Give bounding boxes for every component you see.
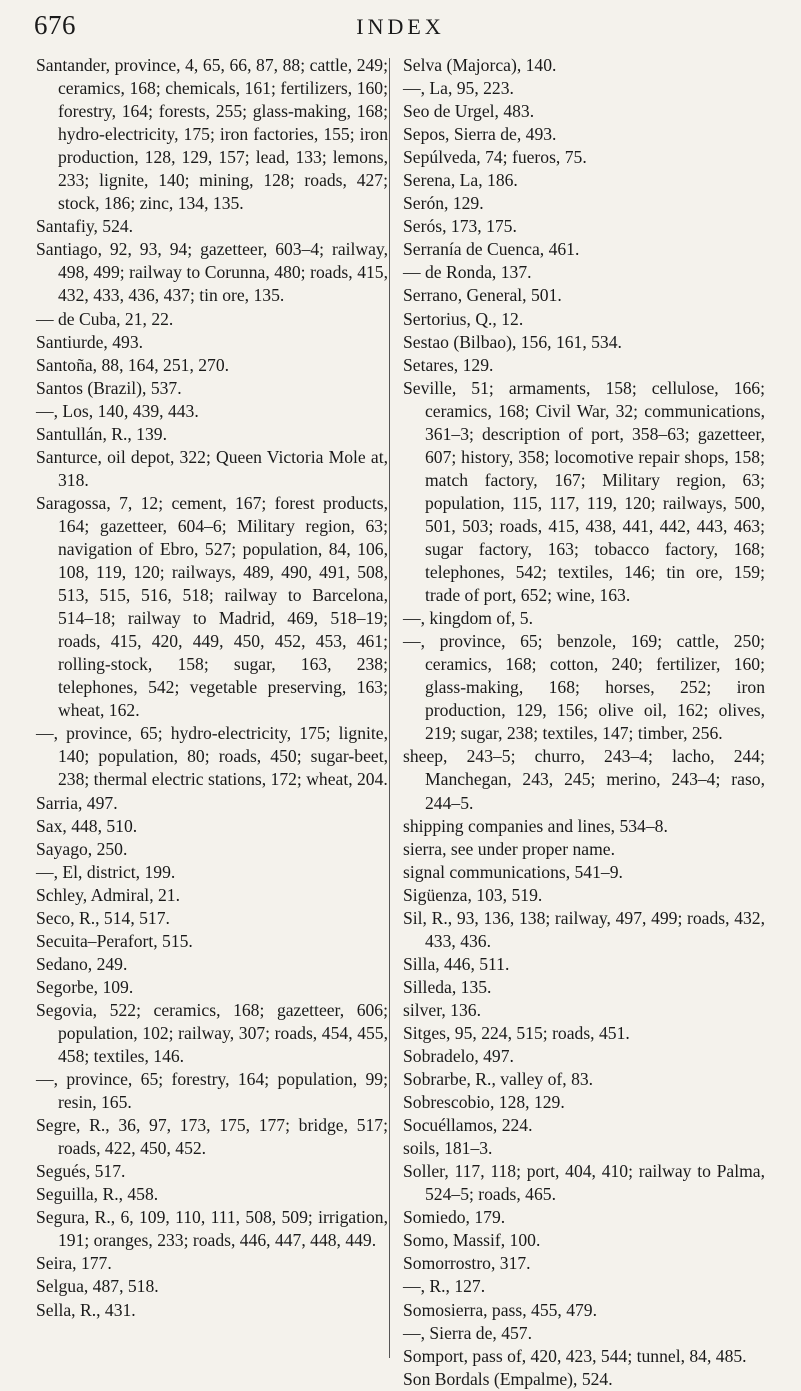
index-entry: Seguilla, R., 458. <box>36 1184 159 1205</box>
index-entry: Sobrescobio, 128, 129. <box>403 1092 565 1113</box>
index-entry: Segovia, 522; ceramics, 168; gazetteer, 606; population, 102; railway, 307; roads, 454, 455, 458; textiles, 146. <box>36 999 388 1067</box>
index-entry: Serrano, General, 501. <box>403 285 562 306</box>
index-entry: Serena, La, 186. <box>403 170 518 191</box>
index-entry: shipping companies and lines, 534–8. <box>403 815 668 836</box>
index-entry: Sarria, 497. <box>36 792 118 813</box>
index-entry: Sigüenza, 103, 519. <box>403 884 543 905</box>
index-entry: Santoña, 88, 164, 251, 270. <box>36 354 230 375</box>
index-entry: Sedano, 249. <box>36 953 128 974</box>
index-entry: Sestao (Bilbao), 156, 161, 534. <box>403 331 622 352</box>
index-entry: Santiurde, 493. <box>36 331 144 352</box>
index-entry: —, La, 95, 223. <box>403 78 514 99</box>
index-entry: Segre, R., 36, 97, 173, 175, 177; bridge, 517; roads, 422, 450, 452. <box>36 1115 388 1159</box>
index-entry: soils, 181–3. <box>403 1138 493 1159</box>
index-entry: Secuita–Perafort, 515. <box>36 930 193 951</box>
index-entry: —, kingdom of, 5. <box>403 608 533 629</box>
index-entry: —, province, 65; forestry, 164; population, 99; resin, 165. <box>36 1069 388 1113</box>
column-divider <box>389 58 390 1358</box>
index-entry: Silla, 446, 511. <box>403 953 510 974</box>
index-entry: Santullán, R., 139. <box>36 423 167 444</box>
index-entry: Son Bordals (Empalme), 524. <box>403 1368 613 1389</box>
index-entry: Somport, pass of, 420, 423, 544; tunnel, 84, 485. <box>403 1345 747 1366</box>
index-column-left <box>36 54 388 1322</box>
index-entry: Santafiy, 524. <box>36 216 134 237</box>
index-column-right <box>403 54 765 1391</box>
index-entry: Segorbe, 109. <box>36 976 134 997</box>
index-entry: —, Sierra de, 457. <box>403 1322 532 1343</box>
index-entry: Sayago, 250. <box>36 838 128 859</box>
page-number: 676 <box>34 10 76 40</box>
index-entry: Sitges, 95, 224, 515; roads, 451. <box>403 1022 630 1043</box>
index-entry: Sella, R., 431. <box>36 1299 136 1320</box>
index-entry: Selgua, 487, 518. <box>36 1276 159 1297</box>
index-entry: Serós, 173, 175. <box>403 216 517 237</box>
index-entry: Segués, 517. <box>36 1161 126 1182</box>
index-entry: Soller, 117, 118; port, 404, 410; railway to Palma, 524–5; roads, 465. <box>403 1161 765 1205</box>
index-entry: sierra, see under proper name. <box>403 838 616 859</box>
running-head: INDEX <box>356 14 445 39</box>
index-entry: Santurce, oil depot, 322; Queen Victoria Mole at, 318. <box>36 446 388 490</box>
index-entry: Schley, Admiral, 21. <box>36 884 180 905</box>
index-entry: Santos (Brazil), 537. <box>36 377 182 398</box>
index-entry: Sil, R., 93, 136, 138; railway, 497, 499; roads, 432, 433, 436. <box>403 907 765 951</box>
index-entry: Silleda, 135. <box>403 976 492 997</box>
index-entry: —, province, 65; hydro-electricity, 175; lignite, 140; population, 80; roads, 450; sugar-beet, 238; thermal electric stations, 172; wheat, 204. <box>36 723 388 790</box>
index-entry: Sax, 448, 510. <box>36 815 138 836</box>
index-entry: Seira, 177. <box>36 1253 112 1274</box>
index-entry: Serranía de Cuenca, 461. <box>403 239 580 260</box>
index-entry: Seo de Urgel, 483. <box>403 101 535 122</box>
index-entry: Santander, province, 4, 65, 66, 87, 88; cattle, 249; ceramics, 168; chemicals, 161; fertilizers, 160; forestry, 164; forests, 255; glass-making, 168; hydro-electricity, 175; iron factories, 155; iron production, 128, 129, 157; lead, 133; lemons, 233; lignite, 140; mining, 128; roads, 427; stock, 186; zinc, 134, 135. <box>36 55 388 214</box>
index-entry: Seville, 51; armaments, 158; cellulose, 166; ceramics, 168; Civil War, 32; communications, 361–3; description of port, 358–63; gazetteer, 607; history, 358; locomotive repair shops, 158; match factory, 167; Military region, 63; population, 115, 117, 119, 120; railways, 500, 501, 503; roads, 415, 438, 441, 442, 443, 463; sugar factory, 163; tobacco factory, 168; telephones, 542; textiles, 146; tin ore, 159; trade of port, 652; wine, 163. <box>403 377 765 606</box>
index-entry: Saragossa, 7, 12; cement, 167; forest products, 164; gazetteer, 604–6; Military region, 63; navigation of Ebro, 527; population, 84, 106, 108, 119, 120; railways, 489, 490, 491, 508, 513, 515, 516, 518; railway to Barcelona, 514–18; railway to Madrid, 469, 518–19; roads, 415, 420, 449, 450, 452, 453, 461; rolling-stock, 158; sugar, 163, 238; telephones, 542; vegetable preserving, 163; wheat, 162. <box>36 492 388 721</box>
index-entry: sheep, 243–5; churro, 243–4; lacho, 244; Manchegan, 243, 245; merino, 243–4; raso, 244–5. <box>403 746 765 813</box>
index-entry: —, province, 65; benzole, 169; cattle, 250; ceramics, 168; cotton, 240; fertilizer, 160; glass-making, 168; horses, 252; iron production, 129, 156; olive oil, 162; olives, 219; sugar, 238; textiles, 147; timber, 256. <box>403 631 765 744</box>
index-entry: — de Ronda, 137. <box>403 262 532 283</box>
index-entry: Somo, Massif, 100. <box>403 1230 541 1251</box>
index-entry: —, R., 127. <box>403 1276 486 1297</box>
index-entry: Sepos, Sierra de, 493. <box>403 124 557 145</box>
index-entry: Somosierra, pass, 455, 479. <box>403 1299 598 1320</box>
index-entry: Sertorius, Q., 12. <box>403 308 524 329</box>
index-entry: Santiago, 92, 93, 94; gazetteer, 603–4; railway, 498, 499; railway to Corunna, 480; roads, 415, 432, 433, 436, 437; tin ore, 135. <box>36 239 388 306</box>
index-entry: Setares, 129. <box>403 354 494 375</box>
index-entry: Sobrarbe, R., valley of, 83. <box>403 1069 594 1090</box>
index-entry: — de Cuba, 21, 22. <box>36 308 174 329</box>
index-entry: Selva (Majorca), 140. <box>403 55 557 75</box>
index-entry: Sobradelo, 497. <box>403 1046 514 1067</box>
index-entry: Segura, R., 6, 109, 110, 111, 508, 509; irrigation, 191; oranges, 233; roads, 446, 447, 448, 449. <box>36 1207 388 1251</box>
index-entry: Somiedo, 179. <box>403 1207 506 1228</box>
index-entry: Serón, 129. <box>403 193 484 214</box>
index-entry: Seco, R., 514, 517. <box>36 907 170 928</box>
index-entry: —, Los, 140, 439, 443. <box>36 400 199 421</box>
index-entry: Sepúlveda, 74; fueros, 75. <box>403 147 587 168</box>
index-entry: Somorrostro, 317. <box>403 1253 531 1274</box>
index-entry: —, El, district, 199. <box>36 861 176 882</box>
index-entry: signal communications, 541–9. <box>403 861 623 882</box>
index-entry: silver, 136. <box>403 999 481 1020</box>
index-entry: Socuéllamos, 224. <box>403 1115 533 1136</box>
